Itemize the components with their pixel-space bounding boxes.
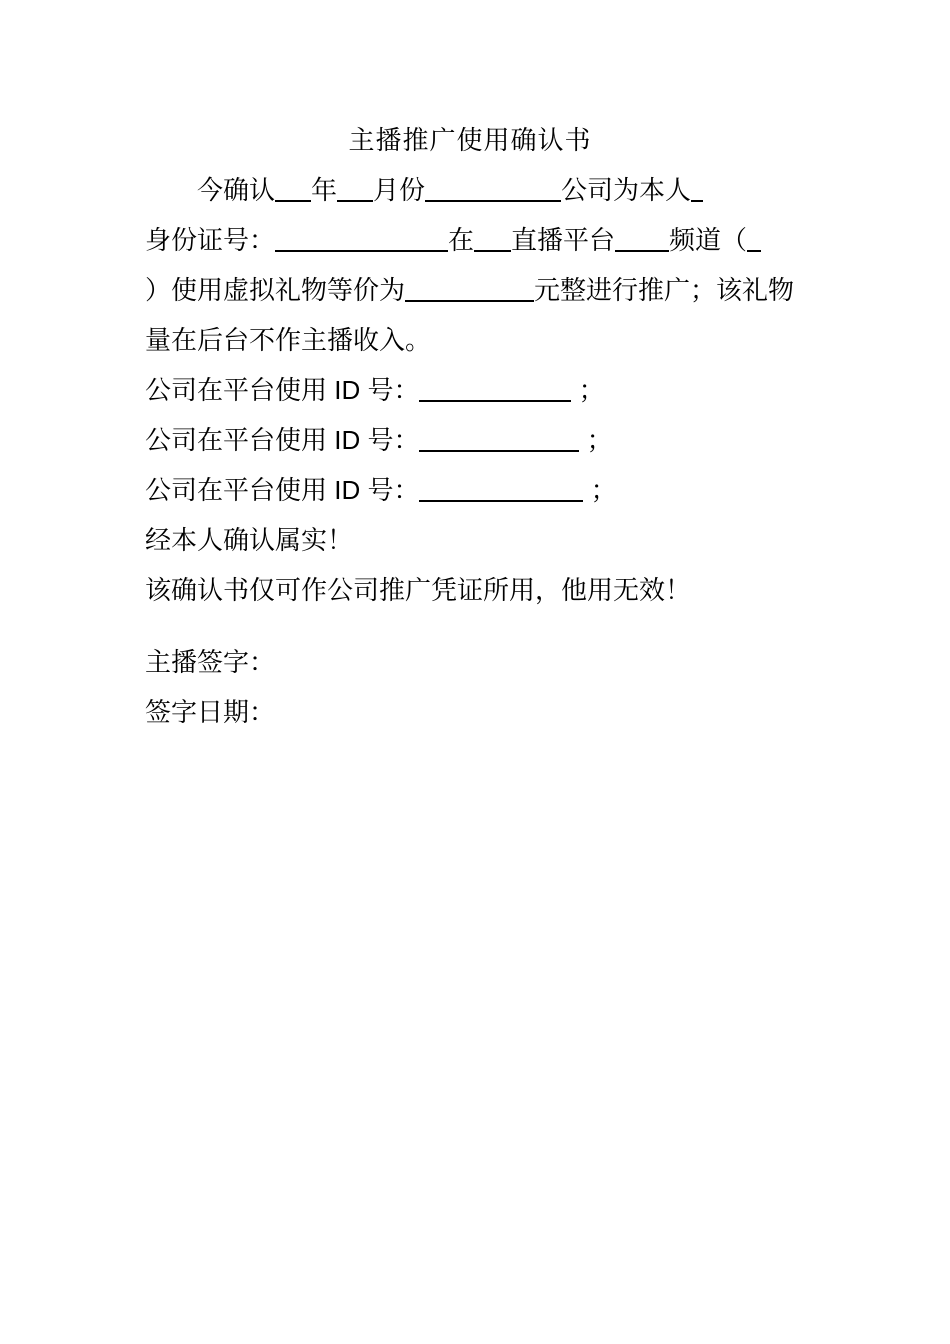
paragraph-gift-value-line: [145, 265, 795, 315]
text-run: 在: [448, 225, 475, 255]
blank-underline-field: [747, 250, 761, 252]
paragraph-platform-id-3: [145, 465, 795, 515]
text-run: 频道（: [669, 225, 748, 255]
paragraph-platform-id-1: [145, 365, 795, 415]
text-run: 该确认书仅可作公司推广凭证所用，他用无效！: [145, 575, 692, 605]
blank-underline-field: [405, 300, 534, 302]
blank-underline-field: [474, 250, 511, 252]
paragraph-signature-line: [145, 637, 795, 687]
text-run: 今确认: [197, 175, 276, 205]
text-run: 元整进行推广；该礼物: [534, 275, 795, 305]
document-body: [145, 165, 795, 737]
paragraph-confirm-intro: [145, 165, 795, 215]
paragraph-gift-note-line: [145, 315, 795, 365]
blank-underline-field: [419, 400, 571, 402]
blank-underline-field: [691, 200, 703, 202]
text-run: 签字日期：: [145, 697, 276, 727]
text-run: 经本人确认属实！: [145, 525, 354, 555]
text-run: 月份: [373, 175, 426, 205]
blank-underline-field: [337, 200, 373, 202]
text-run: 公司在平台使用 ID 号：: [145, 375, 420, 405]
text-run: 身份证号：: [145, 225, 276, 255]
blank-underline-field: [275, 200, 311, 202]
blank-underline-field: [425, 200, 561, 202]
text-run: ）使用虚拟礼物等价为: [145, 275, 406, 305]
paragraph-id-number-line: [145, 215, 795, 265]
paragraph-confirm-true-line: [145, 515, 795, 565]
blank-underline-field: [419, 450, 579, 452]
blank-underline-field: [275, 250, 448, 252]
document-title: 主播推广使用确认书: [348, 125, 592, 155]
paragraph-sign-date-line: [145, 687, 795, 737]
text-run: ；: [571, 375, 605, 405]
paragraph-platform-id-2: [145, 415, 795, 465]
text-run: ；: [583, 475, 617, 505]
text-run: 年: [311, 175, 338, 205]
text-run: 主播签字：: [145, 647, 276, 677]
text-run: 公司在平台使用 ID 号：: [145, 475, 420, 505]
paragraph-spacer-line: [145, 615, 795, 637]
text-run: 直播平台: [511, 225, 616, 255]
text-run: 量在后台不作主播收入。: [145, 325, 432, 355]
text-run: ；: [579, 425, 613, 455]
paragraph-usage-only-line: [145, 565, 795, 615]
blank-underline-field: [615, 250, 669, 252]
text-run: 公司为本人: [561, 175, 692, 205]
text-run: 公司在平台使用 ID 号：: [145, 425, 420, 455]
blank-underline-field: [419, 500, 583, 502]
